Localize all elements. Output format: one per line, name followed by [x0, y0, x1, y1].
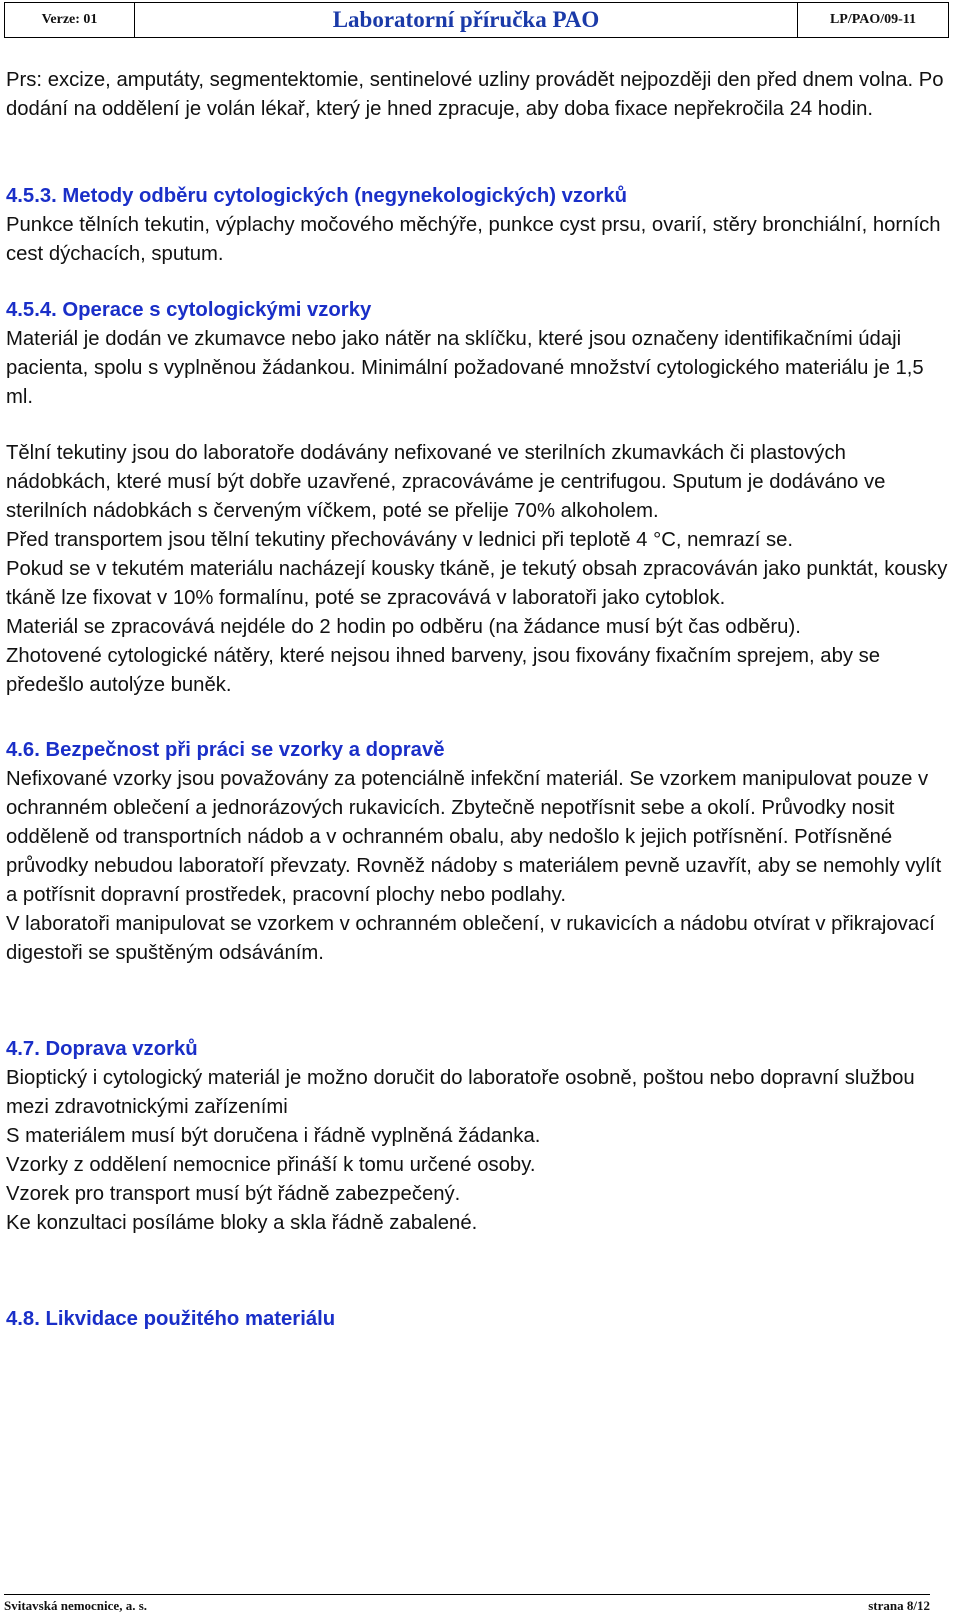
transport-line: Bioptický i cytologický materiál je možno doručit do laboratoře osobně, poštou nebo dopravní službou mezi zdravotnickými zařízeními	[6, 1067, 915, 1118]
transport-line: S materiálem musí být doručena i řádně vyplněná žádanka.	[6, 1125, 541, 1147]
header-version: Verze: 01	[5, 3, 135, 37]
section-title: Doprava vzorků	[45, 1038, 198, 1060]
section-number: 4.7.	[6, 1038, 40, 1060]
section-paragraph: Nefixované vzorky jsou považovány za potenciálně infekční materiál. Se vzorkem manipulovat pouze v ochranném oblečení a jednorázových rukavicích. Zbytečně nepotřísnit sebe a okolí. Průvodky nosit odděleně od transportních nádob a v ochranném obalu, aby nedošlo k jejich potřísnění. Potřísněné průvodky nebudou laboratoří převzaty. Rovněž nádoby s materiálem pevně uzavřít, aby se nemohly vylít a potřísnit dopravní prostředek, pracovní plochy nebo podlahy.	[6, 768, 942, 906]
header-code: LP/PAO/09-11	[829, 12, 917, 27]
section-title: Bezpečnost při práci se vzorky a dopravě	[45, 739, 445, 761]
section-number: 4.5.4.	[6, 299, 57, 321]
section-title: Metody odběru cytologických (negynekologických) vzorků	[62, 185, 627, 207]
section-paragraph: V laboratoři manipulovat se vzorkem v ochranném oblečení, v rukavicích a nádobu otvírat v přikrajovací digestoři se spuštěným odsáváním.	[6, 913, 935, 964]
section-paragraph: Pokud se v tekutém materiálu nacházejí kousky tkáně, je tekutý obsah zpracováván jako punktát, kousky tkáně lze fixovat v 10% formalínu, poté se zpracovává v laboratoři jako cytoblok.	[6, 558, 948, 609]
document-body	[6, 66, 951, 1334]
section-heading-4-5-3	[6, 182, 951, 211]
page-footer	[4, 1594, 930, 1617]
section-heading-4-6	[6, 736, 951, 765]
section-number: 4.8.	[6, 1308, 40, 1330]
section-number: 4.5.3.	[6, 185, 57, 207]
section-heading-4-8	[6, 1305, 951, 1334]
section-heading-4-5-4	[6, 296, 951, 325]
section-number: 4.6.	[6, 739, 40, 761]
transport-line: Vzorky z oddělení nemocnice přináší k tomu určené osoby.	[6, 1154, 536, 1176]
header-title: Laboratorní příručka PAO	[135, 3, 798, 37]
section-paragraph: Zhotovené cytologické nátěry, které nejsou ihned barveny, jsou fixovány fixačním sprejem, aby se předešlo autolýze buněk.	[6, 645, 881, 696]
section-title: Operace s cytologickými vzorky	[62, 299, 372, 321]
section-paragraph: Materiál se zpracovává nejdéle do 2 hodin po odběru (na žádance musí být čas odběru).	[6, 616, 801, 638]
section-paragraph: Tělní tekutiny jsou do laboratoře dodávány nefixované ve sterilních zkumavkách či plastových nádobkách, které musí být dobře uzavřené, zpracováváme je centrifugou. Sputum je dodáváno ve sterilních nádobkách s červeným víčkem, poté se přelije 70% alkoholem.	[6, 442, 886, 522]
section-paragraph: Punkce tělních tekutin, výplachy močového měchýře, punkce cyst prsu, ovarií, stěry bronchiální, horních cest dýchacích, sputum.	[6, 214, 941, 265]
page-header	[4, 2, 949, 38]
intro-paragraph: Prs: excize, amputáty, segmentektomie, sentinelové uzliny provádět nejpozději den před dnem volna. Po dodání na oddělení je volán lékař, který je hned zpracuje, aby doba fixace nepřekročila 24 hodin.	[6, 69, 944, 120]
footer-page-number: strana 8/12	[868, 1598, 930, 1613]
transport-line: Ke konzultaci posíláme bloky a skla řádně zabalené.	[6, 1212, 478, 1234]
section-heading-4-7	[6, 1035, 951, 1064]
section-paragraph: Materiál je dodán ve zkumavce nebo jako nátěr na sklíčku, které jsou označeny identifikačními údaji pacienta, spolu s vyplněnou žádankou. Minimální požadované množství cytologického materiálu je 1,5 ml.	[6, 328, 924, 408]
section-title: Likvidace použitého materiálu	[45, 1308, 336, 1330]
footer-institution: Svitavská nemocnice, a. s.	[4, 1598, 147, 1613]
transport-line: Vzorek pro transport musí být řádně zabezpečený.	[6, 1183, 461, 1205]
section-paragraph: Před transportem jsou tělní tekutiny přechovávány v lednici při teplotě 4 °C, nemrazí se.	[6, 529, 794, 551]
